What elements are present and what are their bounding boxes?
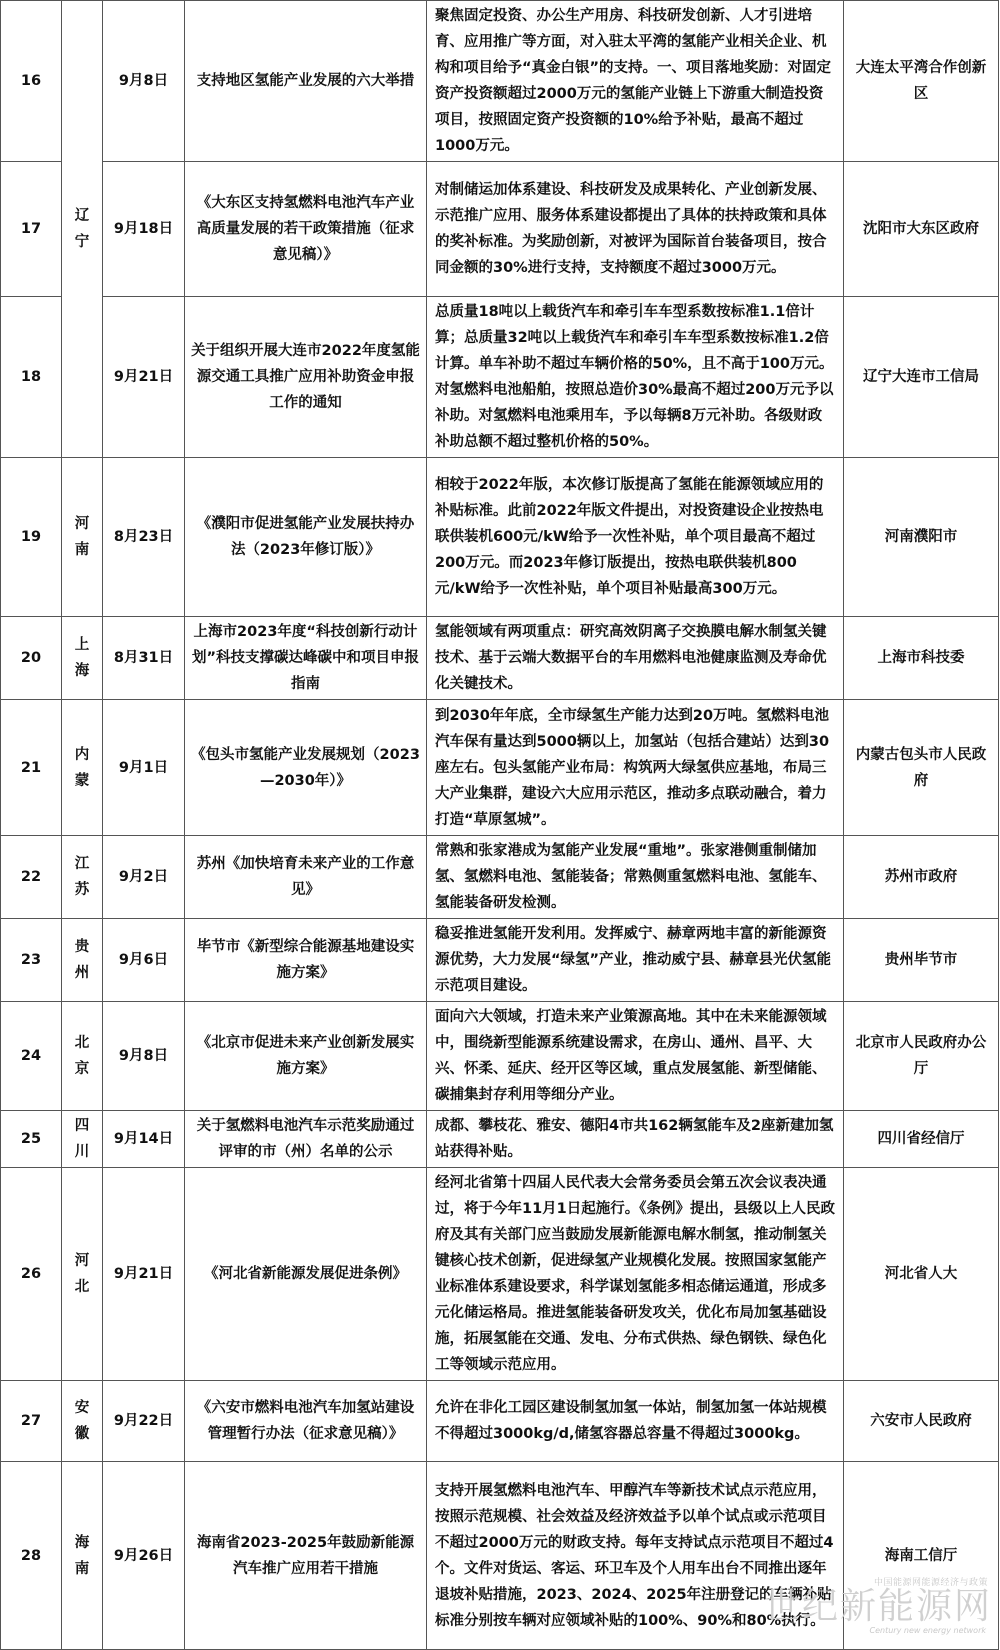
agency-cell: 四川省经信厅 xyxy=(844,1111,999,1168)
province-cell: 四川 xyxy=(62,1111,103,1168)
row-number: 27 xyxy=(1,1381,62,1462)
agency-cell: 上海市科技委 xyxy=(844,617,999,700)
row-number: 20 xyxy=(1,617,62,700)
table-row xyxy=(1,162,999,297)
date-cell: 8月31日 xyxy=(103,617,185,700)
policy-content-cell: 允许在非化工园区建设制氢加氢一体站，制氢加氢一体站规模不得超过3000kg/d,储氢容器总容量不得超过3000kg。 xyxy=(427,1381,844,1462)
watermark-subtitle: 中国能源网能源经济与政策 xyxy=(873,1578,988,1588)
date-cell: 9月21日 xyxy=(103,1168,185,1381)
province-cell: 内蒙 xyxy=(62,700,103,836)
policy-content-cell: 对制储运加体系建设、科技研发及成果转化、产业创新发展、示范推广应用、服务体系建设都提出了具体的扶持政策和具体的奖补标准。为奖励创新，对被评为国际首台装备项目，按合同金额的30%进行支持，支持额度不超过3000万元。 xyxy=(427,162,844,297)
policy-content-cell: 聚焦固定投资、办公生产用房、科技研发创新、人才引进培育、应用推广等方面，对入驻太平湾的氢能产业相关企业、机构和项目给予“真金白银”的支持。一、项目落地奖励：对固定资产投资额超过2000万元的氢能产业链上下游重大制造投资项目，按照固定资产投资额的10%给予补贴，最高不超过1000万元。 xyxy=(427,1,844,162)
row-number: 18 xyxy=(1,297,62,458)
agency-cell: 苏州市政府 xyxy=(844,836,999,919)
policy-content-cell: 到2030年年底，全市绿氢生产能力达到20万吨。氢燃料电池汽车保有量达到5000辆以上，加氢站（包括合建站）达到30座左右。包头氢能产业布局：构筑两大绿氢供应基地，布局三大产业集群，建设六大应用示范区，推动多点联动融合，着力打造“草原氢城”。 xyxy=(427,700,844,836)
agency-cell: 大连太平湾合作创新区 xyxy=(844,1,999,162)
policy-title-cell: 毕节市《新型综合能源基地建设实施方案》 xyxy=(185,919,427,1002)
policy-title-cell: 《包头市氢能产业发展规划（2023—2030年）》 xyxy=(185,700,427,836)
policy-title-cell: 海南省2023-2025年鼓励新能源汽车推广应用若干措施 xyxy=(185,1462,427,1650)
table-row xyxy=(1,1381,999,1462)
watermark-english: Century new energy network xyxy=(869,1626,986,1635)
table-row xyxy=(1,836,999,919)
row-number: 16 xyxy=(1,1,62,162)
policy-title-cell: 苏州《加快培育未来产业的工作意见》 xyxy=(185,836,427,919)
province-cell: 上海 xyxy=(62,617,103,700)
agency-cell: 辽宁大连市工信局 xyxy=(844,297,999,458)
row-number: 22 xyxy=(1,836,62,919)
policy-title-cell: 《濮阳市促进氢能产业发展扶持办法（2023年修订版）》 xyxy=(185,458,427,617)
row-number: 19 xyxy=(1,458,62,617)
date-cell: 9月21日 xyxy=(103,297,185,458)
date-cell: 9月14日 xyxy=(103,1111,185,1168)
agency-cell: 内蒙古包头市人民政府 xyxy=(844,700,999,836)
agency-cell: 沈阳市大东区政府 xyxy=(844,162,999,297)
policy-title-cell: 关于氢燃料电池汽车示范奖励通过评审的市（州）名单的公示 xyxy=(185,1111,427,1168)
date-cell: 9月8日 xyxy=(103,1,185,162)
province-cell: 辽宁 xyxy=(62,1,103,458)
table-row xyxy=(1,617,999,700)
policy-content-cell: 相较于2022年版，本次修订版提高了氢能在能源领域应用的补贴标准。此前2022年版文件提出，对投资建设企业按热电联供装机600元/kW给予一次性补贴，单个项目最高不超过200万元。而2023年修订版提出，按热电联供装机800元/kW给予一次性补贴，单个项目补贴最高300万元。 xyxy=(427,458,844,617)
province-cell: 北京 xyxy=(62,1002,103,1111)
table-row xyxy=(1,919,999,1002)
date-cell: 9月2日 xyxy=(103,836,185,919)
policy-content-cell: 成都、攀枝花、雅安、德阳4市共162辆氢能车及2座新建加氢站获得补贴。 xyxy=(427,1111,844,1168)
policy-content-cell: 氢能领域有两项重点：研究高效阴离子交换膜电解水制氢关键技术、基于云端大数据平台的车用燃料电池健康监测及寿命优化关键技术。 xyxy=(427,617,844,700)
row-number: 17 xyxy=(1,162,62,297)
agency-cell: 六安市人民政府 xyxy=(844,1381,999,1462)
agency-cell: 河北省人大 xyxy=(844,1168,999,1381)
policy-title-cell: 关于组织开展大连市2022年度氢能源交通工具推广应用补助资金申报工作的通知 xyxy=(185,297,427,458)
date-cell: 9月18日 xyxy=(103,162,185,297)
table-row xyxy=(1,458,999,617)
table-row xyxy=(1,700,999,836)
agency-cell: 河南濮阳市 xyxy=(844,458,999,617)
agency-cell: 贵州毕节市 xyxy=(844,919,999,1002)
policy-content-cell: 常熟和张家港成为氢能产业发展“重地”。张家港侧重制储加氢、氢燃料电池、氢能装备；常熟侧重氢燃料电池、氢能车、氢能装备研发检测。 xyxy=(427,836,844,919)
policy-title-cell: 上海市2023年度“科技创新行动计划”科技支撑碳达峰碳中和项目申报指南 xyxy=(185,617,427,700)
policy-title-cell: 《大东区支持氢燃料电池汽车产业高质量发展的若干政策措施（征求意见稿）》 xyxy=(185,162,427,297)
policy-content-cell: 稳妥推进氢能开发利用。发挥威宁、赫章两地丰富的新能源资源优势，大力发展“绿氢”产业，推动威宁县、赫章县光伏氢能示范项目建设。 xyxy=(427,919,844,1002)
policy-title-cell: 《六安市燃料电池汽车加氢站建设管理暂行办法（征求意见稿）》 xyxy=(185,1381,427,1462)
row-number: 28 xyxy=(1,1462,62,1650)
row-number: 26 xyxy=(1,1168,62,1381)
province-cell: 河北 xyxy=(62,1168,103,1381)
date-cell: 9月8日 xyxy=(103,1002,185,1111)
date-cell: 9月22日 xyxy=(103,1381,185,1462)
row-number: 23 xyxy=(1,919,62,1002)
row-number: 24 xyxy=(1,1002,62,1111)
province-cell: 海南 xyxy=(62,1462,103,1650)
row-number: 21 xyxy=(1,700,62,836)
policy-title-cell: 《河北省新能源发展促进条例》 xyxy=(185,1168,427,1381)
table-row xyxy=(1,1462,999,1650)
province-cell: 河南 xyxy=(62,458,103,617)
table-row xyxy=(1,1168,999,1381)
policy-title-cell: 《北京市促进未来产业创新发展实施方案》 xyxy=(185,1002,427,1111)
date-cell: 8月23日 xyxy=(103,458,185,617)
province-cell: 安徽 xyxy=(62,1381,103,1462)
date-cell: 9月6日 xyxy=(103,919,185,1002)
policy-content-cell: 经河北省第十四届人民代表大会常务委员会第五次会议表决通过，将于今年11月1日起施行。《条例》提出，县级以上人民政府及其有关部门应当鼓励发展新能源电解水制氢，推动制氢关键核心技术创新，促进绿氢产业规模化发展。按照国家氢能产业标准体系建设要求，科学谋划氢能多相态储运通道，形成多元化储运格局。推进氢能装备研发攻关，优化布局加氢基础设施，拓展氢能在交通、发电、分布式供热、绿色钢铁、绿色化工等领域示范应用。 xyxy=(427,1168,844,1381)
table-row xyxy=(1,1002,999,1111)
table-row xyxy=(1,1111,999,1168)
date-cell: 9月1日 xyxy=(103,700,185,836)
province-cell: 江苏 xyxy=(62,836,103,919)
policy-content-cell: 支持开展氢燃料电池汽车、甲醇汽车等新技术试点示范应用，按照示范规模、社会效益及经济效益予以单个试点或示范项目不超过2000万元的财政支持。每年支持试点示范项目不超过4个。文件对货运、客运、环卫车及个人用车出台不同推出逐年退坡补贴措施，2023、2024、2025年注册登记的车辆补贴标准分别按车辆对应领域补贴的100%、90%和80%执行。 xyxy=(427,1462,844,1650)
date-cell: 9月26日 xyxy=(103,1462,185,1650)
table-row xyxy=(1,1,999,162)
watermark-logo-text: 世纪新能源网 xyxy=(763,1586,992,1627)
agency-cell: 海南工信厅 xyxy=(844,1462,999,1650)
row-number: 25 xyxy=(1,1111,62,1168)
policy-title-cell: 支持地区氢能产业发展的六大举措 xyxy=(185,1,427,162)
policy-content-cell: 总质量18吨以上载货汽车和牵引车车型系数按标准1.1倍计算；总质量32吨以上载货汽车和牵引车车型系数按标准1.2倍计算。单车补助不超过车辆价格的50%，且不高于100万元。对氢燃料电池船舶，按照总造价30%最高不超过200万元予以补助。对氢燃料电池乘用车，予以每辆8万元补助。各级财政补助总额不超过整机价格的50%。 xyxy=(427,297,844,458)
policy-content-cell: 面向六大领域，打造未来产业策源高地。其中在未来能源领域中，围绕新型能源系统建设需求，在房山、通州、昌平、大兴、怀柔、延庆、经开区等区域，重点发展氢能、新型储能、碳捕集封存利用等细分产业。 xyxy=(427,1002,844,1111)
province-cell: 贵州 xyxy=(62,919,103,1002)
agency-cell: 北京市人民政府办公厅 xyxy=(844,1002,999,1111)
table-row xyxy=(1,297,999,458)
